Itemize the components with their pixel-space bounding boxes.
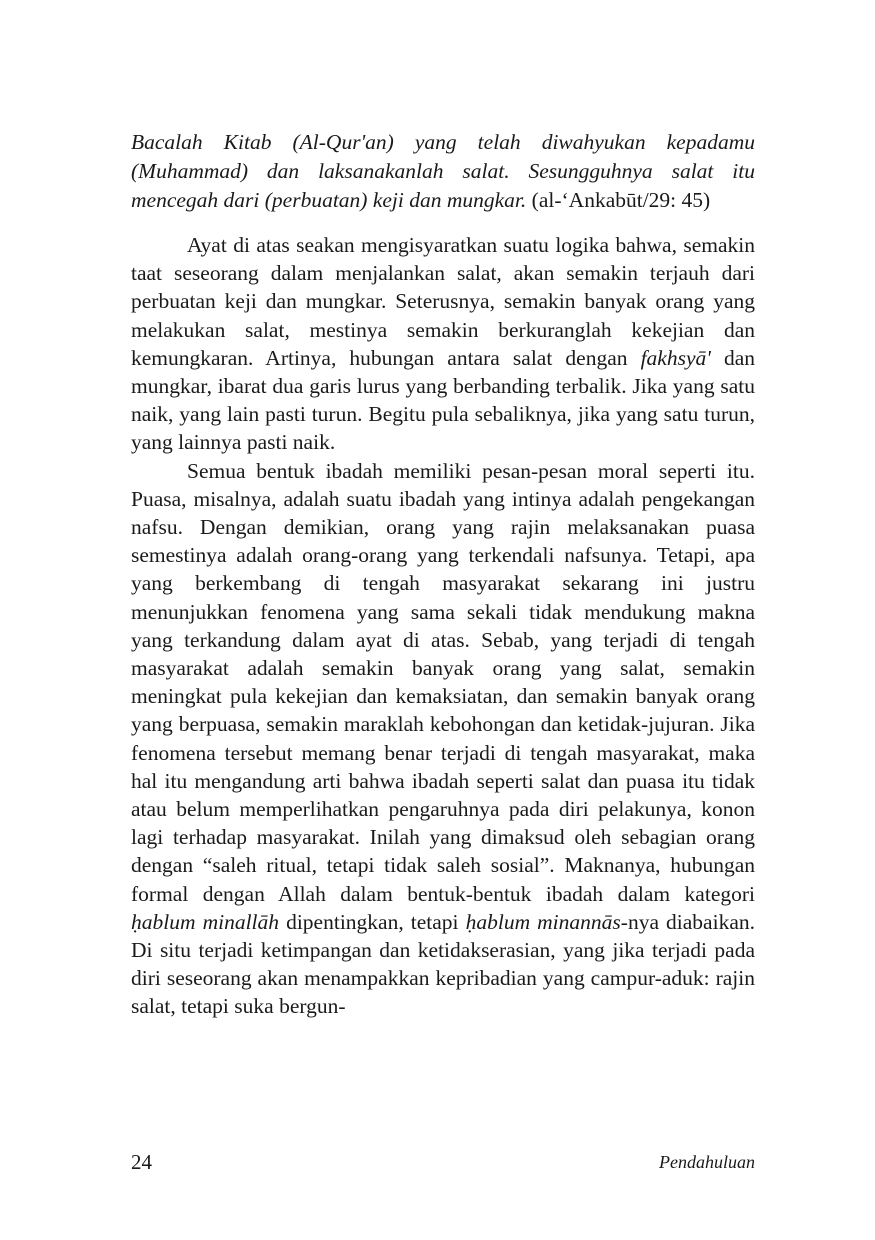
paragraph-1-part-1: Ayat di atas seakan mengisyaratkan suatu logika bahwa, semakin taat seseorang dalam menjalankan salat, akan semakin terjauh dari perbuatan keji dan mungkar. Seterusnya, semakin banyak orang yang melakukan salat, mestinya semakin berkuranglah kekejian dan kemungkaran. Artinya, hubungan antara salat dengan — [131, 233, 755, 370]
paragraph-2 — [131, 457, 755, 1021]
quranic-quote — [131, 128, 755, 215]
page-number: 24 — [131, 1150, 152, 1174]
running-title: Pendahuluan — [659, 1152, 755, 1172]
page-footer — [131, 1150, 755, 1180]
text-block — [131, 128, 755, 1021]
quote-translation: Bacalah Kitab (Al-Qur'an) yang telah diwahyukan kepadamu (Muhammad) dan laksanakanlah salat. Sesungguhnya salat itu mencegah dari (perbuatan) keji dan mungkar. — [131, 130, 755, 212]
paragraph-1-part-2: dan mungkar, ibarat dua garis lurus yang berbanding terbalik. Jika yang satu naik, yang lain pasti turun. Begitu pula sebaliknya, jika yang satu turun, yang lainnya pasti naik. — [131, 345, 755, 455]
paragraph-2-part-1: Semua bentuk ibadah memiliki pesan-pesan moral seperti itu. Puasa, misalnya, adalah suatu ibadah yang intinya adalah pengekangan nafsu. Dengan demikian, orang yang rajin melaksanakan puasa semestinya adalah orang-orang yang terkendali nafsunya. Tetapi, apa yang berkembang di tengah masyarakat sekarang ini justru menunjukkan fenomena yang sama sekali tidak mendukung makna yang terkandung dalam ayat di atas. Sebab, yang terjadi di tengah masyarakat adalah semakin banyak orang yang salat, semakin meningkat pula kekejian dan kemaksiatan, dan semakin banyak orang yang berpuasa, semakin maraklah kebohongan dan ketidak-jujuran. Jika fenomena tersebut memang benar terjadi di tengah masyarakat, maka hal itu mengandung arti bahwa ibadah seperti salat dan puasa itu tidak atau belum memperlihatkan pengaruhnya pada diri pelakunya, konon lagi terhadap masyarakat. Inilah yang dimaksud oleh sebagian orang dengan “saleh ritual, tetapi tidak saleh sosial”. Maknanya, hubungan formal dengan Allah dalam bentuk-bentuk ibadah dalam kategori — [131, 458, 755, 906]
term-hablum-minallah: ḥablum minallāh — [131, 909, 280, 934]
paragraph-1 — [131, 231, 755, 457]
paragraph-2-part-3: -nya diabaikan. Di situ terjadi ketimpangan dan ketidakserasian, yang jika terjadi pada diri seseorang akan menampakkan kepribadian yang campur-aduk: rajin salat, tetapi suka bergun- — [131, 909, 755, 1019]
paragraph-2-part-2: dipentingkan, tetapi — [279, 909, 466, 934]
term-fakhsya: fakhsyā' — [640, 345, 711, 370]
term-hablum-minannas: ḥablum minannās — [465, 909, 621, 934]
quote-citation: (al-‘Ankabūt/29: 45) — [526, 188, 711, 212]
